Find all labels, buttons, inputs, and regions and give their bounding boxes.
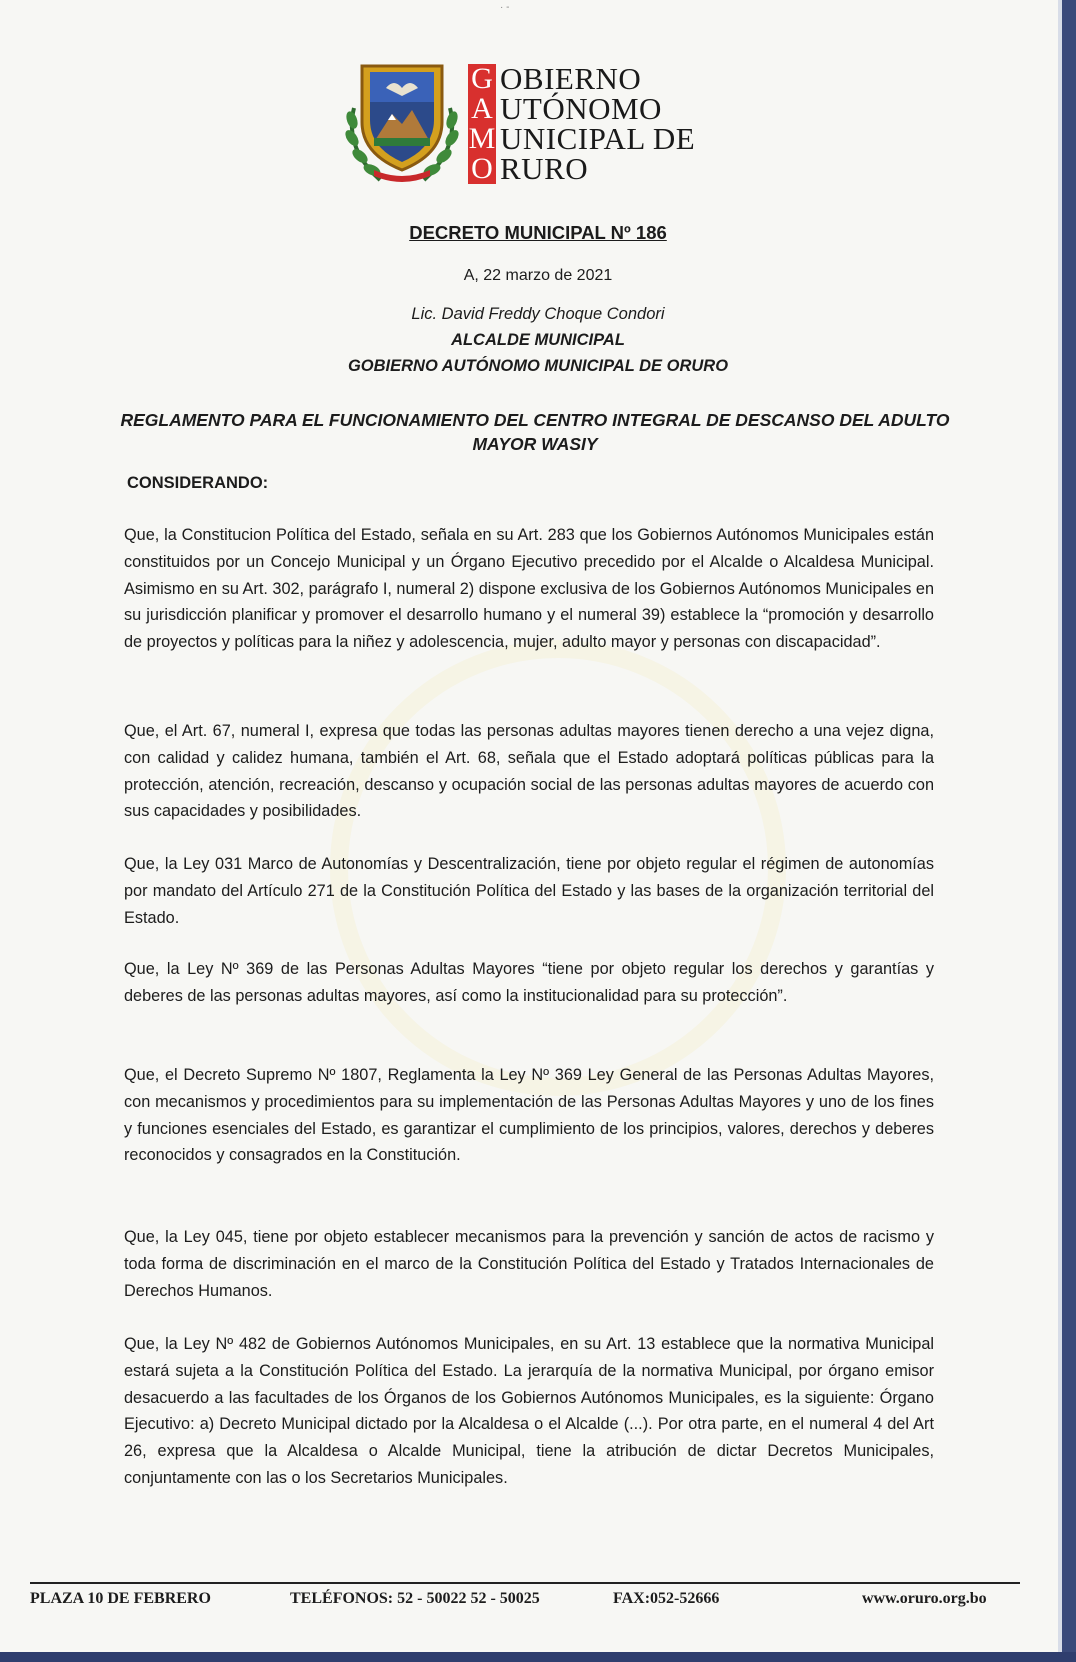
decree-subject: REGLAMENTO PARA EL FUNCIONAMIENTO DEL CENTRO INTEGRAL DE DESCANSO DEL ADULTO MAYOR WASIY: [120, 410, 950, 454]
decree-title-text: DECRETO MUNICIPAL Nº 186: [409, 222, 667, 243]
decree-title: [0, 222, 1076, 244]
signer-role: ALCALDE MUNICIPAL: [451, 331, 625, 349]
considerando-paragraph: Que, la Ley 045, tiene por objeto establecer mecanismos para la prevención y sanción de actos de racismo y toda forma de discriminación en el marco de la Constitución Política del Estado y Tratados Internacionales de Derechos Humanos.: [124, 1228, 934, 1300]
footer-address: PLAZA 10 DE FEBRERO: [30, 1590, 211, 1607]
scan-edge: [0, 1652, 1076, 1662]
considerando-paragraph: Que, la Ley Nº 369 de las Personas Adultas Mayores “tiene por objeto regular los derechos y garantías y deberes de las personas adultas mayores, así como la institucionalidad para su protección”.: [124, 960, 934, 1005]
considerando-paragraph: Que, la Ley Nº 482 de Gobiernos Autónomos Municipales, en su Art. 13 establece que la normativa Municipal estará sujeta a la Constitución Política del Estado. La jerarquía de la normativa Municipal, por órgano emisor desacuerdo a las facultades de los Órganos de los Gobiernos Autónomos Municipales, es la siguiente: Órgano Ejecutivo: a) Decreto Municipal dictado por la Alcaldesa o el Alcalde (...). Por otra parte, en el numeral 4 del Art 26, expresa que la Alcaldesa o Alcalde Municipal, tiene la atribución de dictar Decretos Municipales, conjuntamente con las o los Secretarios Municipales.: [124, 1335, 934, 1487]
org-name-line: OBIERNO: [500, 61, 642, 96]
org-name-line: UNICIPAL DE: [500, 121, 696, 156]
footer-divider: [30, 1582, 1020, 1584]
considerando-paragraph: Que, la Constitucion Política del Estado, señala en su Art. 283 que los Gobiernos Autónomos Municipales están constituidos por un Concejo Municipal y un Órgano Ejecutivo precedido por el Alcalde o Alcaldesa Municipal. Asimismo en su Art. 302, parágrafo I, numeral 2) dispone exclusiva de los Gobiernos Autónomos Municipales en su jurisdicción planificar y promover el desarrollo humano y el numeral 39) establece la “promoción y desarrollo de proyectos y políticas para la niñez y adolescencia, mujer, adulto mayor y personas con discapacidad”.: [124, 526, 934, 652]
acronym-letter: A: [471, 92, 493, 125]
decree-date: A, 22 marzo de 2021: [463, 267, 613, 284]
acronym-letter: M: [468, 122, 496, 155]
considerando-paragraph: Que, el Art. 67, numeral I, expresa que todas las personas adultas mayores tienen derecho a una vejez digna, con calidad y calidez humana, también el Art. 68, señala que el Estado adoptará políticas públicas para la protección, atención, recreación, descanso y ocupación social de las personas adultas mayores de acuerdo con sus capacidades y posibilidades.: [124, 722, 934, 821]
footer-phones: TELÉFONOS: 52 - 50022 52 - 50025: [290, 1590, 540, 1607]
coat-of-arms-icon: [340, 58, 464, 188]
considerando-heading: CONSIDERANDO:: [127, 474, 269, 492]
footer-fax: FAX:052-52666: [613, 1590, 720, 1607]
footer-website[interactable]: www.oruro.org.bo: [862, 1590, 987, 1607]
signer-name: Lic. David Freddy Choque Condori: [411, 305, 665, 323]
org-name-line: UTÓNOMO: [500, 91, 662, 126]
considerando-paragraph: Que, el Decreto Supremo Nº 1807, Reglamenta la Ley Nº 369 Ley General de las Personas Adultas Mayores, con mecanismos y procedimientos para su implementación de las Personas Adultas Mayores y uno de los fines y funciones esenciales del Estado, es garantizar el cumplimiento de los principios, valores, derechos y deberes reconocidos y consagrados en la Constitución.: [124, 1066, 934, 1165]
acronym-bar: [468, 64, 496, 184]
scan-edge: [1062, 0, 1076, 1662]
org-name-line: RURO: [500, 151, 589, 186]
acronym-letter: G: [471, 62, 493, 95]
acronym-letter: O: [471, 152, 493, 185]
org-name: [500, 61, 696, 186]
scan-mark: · -: [500, 2, 510, 13]
municipal-logo: [340, 58, 740, 188]
signer-org: GOBIERNO AUTÓNOMO MUNICIPAL DE ORURO: [347, 357, 729, 375]
considerando-paragraph: Que, la Ley 031 Marco de Autonomías y Descentralización, tiene por objeto regular el régimen de autonomías por mandato del Artículo 271 de la Constitución Política del Estado y las bases de la organización territorial del Estado.: [124, 855, 934, 927]
